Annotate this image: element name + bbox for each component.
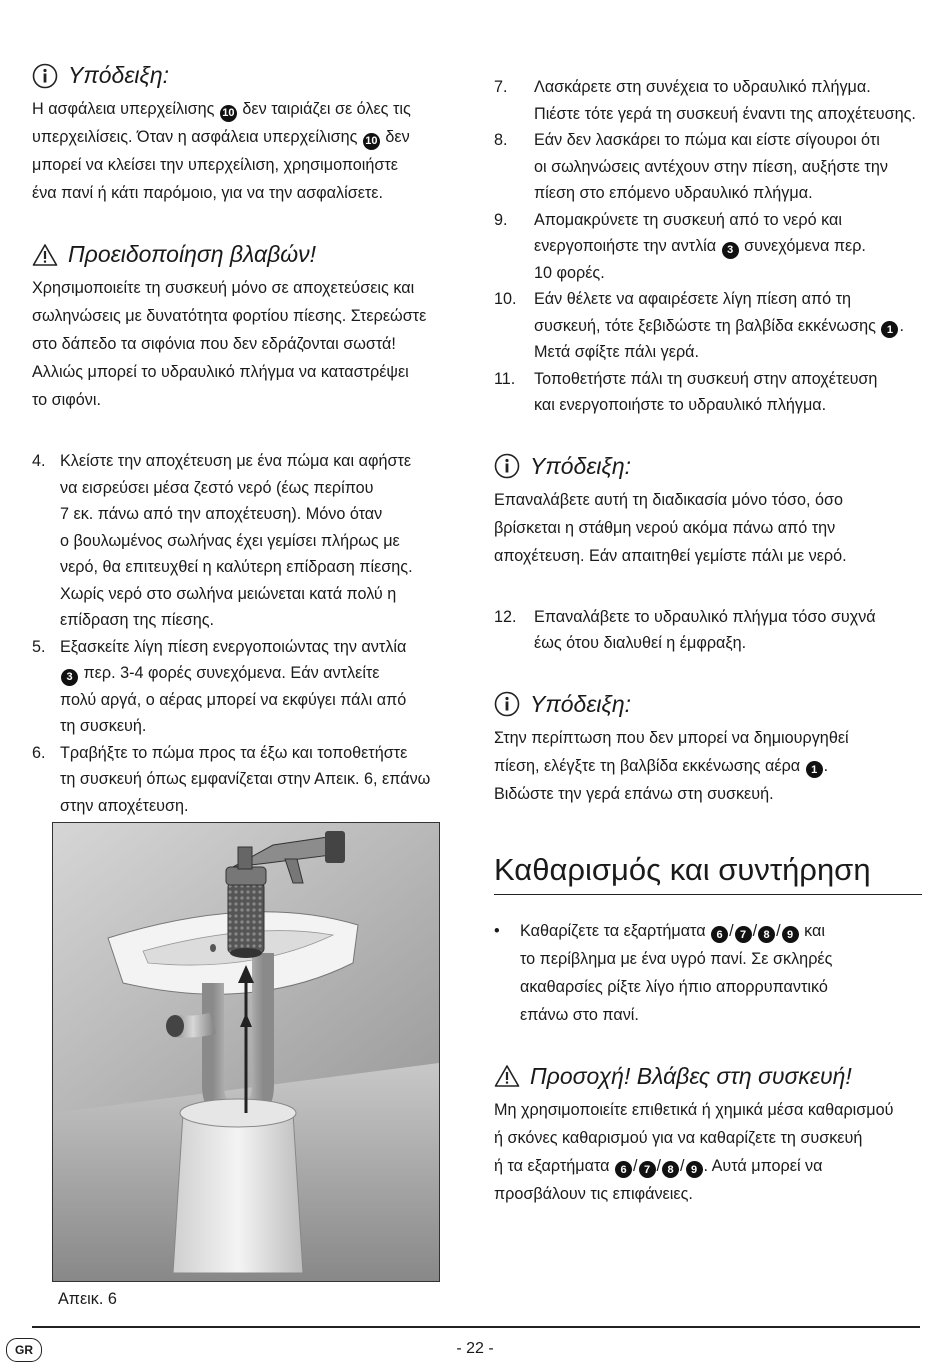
component-number-badge: 6: [711, 926, 728, 943]
step-number: 7.: [494, 78, 508, 96]
text-line: [534, 630, 876, 657]
note-body-3: [494, 724, 922, 808]
text-line: [494, 724, 922, 752]
text-segment: /: [752, 921, 758, 940]
warning-body-1: [32, 274, 460, 414]
text-segment: ή σκόνες καθαρισμού για να καθαρίζετε τη συσκευή: [494, 1128, 863, 1147]
bullet-dot: •: [494, 921, 500, 940]
text-segment: προσβάλουν τις επιφάνειες.: [494, 1184, 693, 1203]
text-line: [60, 766, 430, 793]
text-segment: επάνω στο πανί.: [520, 1005, 639, 1024]
text-segment: 7 εκ. πάνω από την αποχέτευση). Μόνο όταν: [60, 505, 383, 523]
text-line: στο δάπεδο τα σιφόνια που δεν εδράζονται σωστά!: [32, 335, 396, 353]
text-segment: στην αποχέτευση.: [60, 796, 189, 815]
text-line: [60, 634, 406, 661]
text-segment: νερό, θα επιτευχθεί η καλύτερη επίδραση πίεσης.: [60, 558, 413, 576]
text-segment: .: [899, 316, 904, 335]
text-line: [60, 660, 406, 687]
text-segment: ο βουλωμένος σωλήνας έχει γεμίσει πλήρως με: [60, 531, 400, 550]
list-item: [494, 366, 922, 419]
text-line: [60, 448, 413, 475]
text-line: [534, 313, 904, 340]
section-title: Καθαρισμός και συντήρηση: [494, 852, 922, 895]
list-item: [494, 127, 922, 207]
warning-title: Προειδοποίηση βλαβών!: [68, 241, 317, 267]
text-segment: Επαναλάβετε το υδραυλικό πλήγμα τόσο συχνά: [534, 607, 876, 626]
list-item: [32, 740, 460, 820]
text-segment: Κλείστε την αποχέτευση με ένα πώμα και αφήστε: [60, 452, 412, 470]
warning-heading-2: [494, 1063, 922, 1090]
info-circle-icon: [32, 63, 58, 89]
list-item: [494, 286, 922, 366]
list-item: [32, 448, 460, 634]
component-number-badge: 8: [662, 1161, 679, 1178]
text-segment: οι σωληνώσεις αντέχουν στην πίεση, αυξήστε την: [534, 157, 888, 176]
text-segment: ακαθαρσίες ρίξτε λίγο ήπιο απορρυπαντικό: [520, 977, 828, 996]
text-line: [494, 752, 922, 780]
text-segment: και ενεργοποιήστε το υδραυλικό πλήγμα.: [534, 396, 827, 414]
text-line: [520, 945, 832, 973]
text-line: [534, 339, 904, 366]
text-segment: τη συσκευή.: [60, 717, 147, 735]
text-segment: Μετά σφίξτε πάλι γερά.: [534, 343, 700, 361]
text-segment: δεν ταιριάζει σε όλες τις: [237, 100, 411, 118]
step-text: [60, 740, 430, 820]
info-circle-icon: [494, 453, 520, 479]
text-segment: /: [656, 1156, 661, 1175]
text-segment: να εισρεύσει μέσα ζεστό νερό (έως περίπου: [60, 478, 374, 497]
text-line: [60, 475, 413, 502]
step-number: 8.: [494, 131, 508, 149]
figure-6-illustration: [52, 822, 440, 1282]
step-text: [60, 448, 413, 634]
footer-rule: [32, 1326, 920, 1328]
text-line: [32, 151, 460, 179]
text-line: [534, 154, 888, 181]
text-line: [60, 687, 406, 714]
text-segment: Τοποθετήστε πάλι τη συσκευή στην αποχέτευση: [534, 369, 878, 388]
warning-triangle-icon: [32, 243, 58, 267]
text-line: [534, 74, 916, 101]
step-text: [534, 604, 876, 657]
note-body-1: [32, 95, 460, 207]
text-segment: Βιδώστε την γερά επάνω στη συσκευή.: [494, 784, 774, 803]
text-line: [60, 713, 406, 740]
step-number: 12.: [494, 607, 517, 626]
note-heading-1: [32, 62, 460, 89]
step-text: [534, 286, 904, 366]
text-segment: Η ασφάλεια υπερχείλισης: [32, 100, 219, 118]
text-line: [494, 780, 922, 808]
step-text: [534, 127, 888, 207]
warning-heading-1: [32, 241, 460, 268]
note-title: Υπόδειξη:: [530, 452, 631, 479]
text-line: [60, 528, 413, 555]
text-line: [494, 1096, 922, 1124]
text-line: [534, 207, 866, 234]
text-segment: . Αυτά μπορεί να: [703, 1156, 823, 1175]
step-text: [534, 74, 916, 127]
text-line: [32, 123, 460, 151]
step-number: 5.: [32, 637, 46, 656]
component-number-badge: 9: [686, 1161, 703, 1178]
text-line: Αλλιώς μπορεί το υδραυλικό πλήγμα να καταστρέψει: [32, 363, 409, 381]
step-number: 10.: [494, 290, 517, 308]
text-segment: Εξασκείτε λίγη πίεση ενεργοποιώντας την αντλία: [60, 637, 407, 656]
component-number-badge: 9: [782, 926, 799, 943]
page-number: - 22 -: [456, 1340, 494, 1357]
warning-body-2: [494, 1096, 922, 1208]
text-line: [60, 793, 430, 820]
bullet-text: [520, 917, 832, 1029]
left-column: [32, 62, 460, 819]
text-segment: έως ότου διαλυθεί η έμφραξη.: [534, 634, 747, 652]
steps-right: [494, 74, 922, 419]
text-segment: Πιέστε τότε γερά τη συσκευή έναντι της αποχέτευσης.: [534, 104, 916, 123]
text-segment: Τραβήξτε το πώμα προς τα έξω και τοποθετήστε: [60, 743, 408, 762]
component-number-badge: 8: [758, 926, 775, 943]
text-line: [534, 101, 916, 128]
text-segment: /: [776, 921, 781, 940]
step-text: [534, 366, 877, 419]
note-title: Υπόδειξη:: [530, 690, 631, 717]
component-number-badge: 10: [363, 133, 380, 150]
component-number-badge: 10: [220, 105, 237, 122]
text-line: [32, 179, 460, 207]
text-segment: συσκευή, τότε ξεβιδώστε τη βαλβίδα εκκένωσης: [534, 316, 881, 335]
text-line: [534, 233, 866, 260]
note-body-2: [494, 486, 922, 570]
text-line: [534, 392, 877, 419]
text-segment: ένα πανί ή κάτι παρόμοιο, για να την ασφαλίσετε.: [32, 184, 384, 202]
text-segment: πίεση, ελέγξτε τη βαλβίδα εκκένωσης αέρα: [494, 756, 805, 775]
text-segment: συνεχόμενα περ.: [739, 237, 866, 255]
text-segment: μπορεί να κλείσει την υπερχείλιση, χρησιμοποιήστε: [32, 156, 398, 174]
list-item: [494, 207, 922, 287]
text-segment: και: [799, 921, 825, 940]
text-segment: ενεργοποιήστε την αντλία: [534, 237, 721, 255]
warning-title: Προσοχή! Βλάβες στη συσκευή!: [530, 1062, 852, 1089]
text-segment: δεν: [380, 128, 410, 146]
text-line: [534, 286, 904, 313]
text-line: [534, 604, 876, 631]
text-segment: 10 φορές.: [534, 263, 605, 282]
step-number: 9.: [494, 210, 508, 229]
text-segment: τη συσκευή όπως εμφανίζεται στην Απεικ. 6, επάνω: [60, 770, 431, 788]
text-segment: ή τα εξαρτήματα: [494, 1156, 614, 1175]
text-line: [534, 260, 866, 287]
component-number-badge: 1: [881, 321, 898, 338]
text-line: Χρησιμοποιείτε τη συσκευή μόνο σε αποχετεύσεις και: [32, 279, 415, 297]
text-line: το σιφόνι.: [32, 391, 101, 409]
component-number-badge: 7: [639, 1161, 656, 1178]
info-circle-icon: [494, 691, 520, 717]
component-number-badge: 3: [61, 669, 78, 686]
text-line: [534, 127, 888, 154]
step-number: 4.: [32, 452, 46, 470]
step-number: 6.: [32, 743, 46, 762]
text-line: βρίσκεται η στάθμη νερού ακόμα πάνω από την: [494, 518, 836, 537]
text-line: [494, 1180, 922, 1208]
step-number: 11.: [494, 369, 516, 388]
text-segment: Εάν θέλετε να αφαιρέσετε λίγη πίεση από τη: [534, 290, 852, 308]
text-segment: επίδραση της πίεσης.: [60, 611, 215, 629]
language-badge: GR: [6, 1338, 42, 1362]
note-heading-2: [494, 453, 922, 480]
note-heading-3: [494, 691, 922, 718]
step-12: [494, 604, 922, 657]
text-segment: Εάν δεν λασκάρει το πώμα και είστε σίγουροι ότι: [534, 131, 880, 149]
text-segment: /: [680, 1156, 685, 1175]
text-line: σωληνώσεις με δυνατότητα φορτίου πίεσης. Στερεώστε: [32, 307, 427, 325]
text-segment: περ. 3-4 φορές συνεχόμενα. Εάν αντλείτε: [79, 664, 380, 682]
text-line: [534, 366, 877, 393]
text-line: [32, 95, 460, 123]
text-line: [60, 740, 430, 767]
text-line: [60, 607, 413, 634]
component-number-badge: 6: [615, 1161, 632, 1178]
text-segment: .: [823, 756, 829, 775]
component-number-badge: 3: [722, 242, 739, 259]
text-segment: Στην περίπτωση που δεν μπορεί να δημιουργηθεί: [494, 728, 849, 747]
text-segment: υπερχειλίσεις. Όταν η ασφάλεια υπερχείλισης: [32, 128, 362, 146]
list-item: [32, 634, 460, 740]
text-segment: /: [633, 1156, 638, 1175]
list-item: [494, 917, 922, 1029]
text-line: [494, 1124, 922, 1152]
step-text: [534, 207, 866, 287]
list-item: [494, 74, 922, 127]
text-line: [534, 180, 888, 207]
text-line: αποχέτευση. Εάν απαιτηθεί γεμίστε πάλι με νερό.: [494, 546, 847, 565]
warning-triangle-icon: [494, 1064, 520, 1088]
text-line: [520, 1001, 832, 1029]
text-segment: το περίβλημα με ένα υγρό πανί. Σε σκληρές: [520, 949, 833, 968]
text-line: [520, 973, 832, 1001]
text-segment: πολύ αργά, ο αέρας μπορεί να εκφύγει πάλι από: [60, 690, 407, 709]
text-segment: /: [729, 921, 734, 940]
text-segment: Καθαρίζετε τα εξαρτήματα: [520, 921, 711, 940]
text-line: [520, 917, 832, 945]
component-number-badge: 7: [735, 926, 752, 943]
text-segment: Λασκάρετε στη συνέχεια το υδραυλικό πλήγμα.: [534, 78, 871, 96]
cleaning-bullet: [494, 917, 922, 1029]
text-segment: πίεση στο επόμενο υδραυλικό πλήγμα.: [534, 184, 813, 202]
text-line: Επαναλάβετε αυτή τη διαδικασία μόνο τόσο, όσο: [494, 490, 843, 509]
step-text: [60, 634, 406, 740]
note-title: Υπόδειξη:: [68, 62, 169, 88]
text-line: [60, 501, 413, 528]
text-line: [60, 581, 413, 608]
text-segment: Χωρίς νερό στο σωλήνα μειώνεται κατά πολύ η: [60, 584, 397, 603]
list-item: [494, 604, 922, 657]
steps-left: [32, 448, 460, 819]
right-column: [494, 74, 922, 1208]
text-segment: Απομακρύνετε τη συσκευή από το νερό και: [534, 210, 842, 229]
text-line: [60, 554, 413, 581]
text-segment: Μη χρησιμοποιείτε επιθετικά ή χημικά μέσα καθαρισμού: [494, 1100, 894, 1119]
text-line: [494, 1152, 922, 1180]
component-number-badge: 1: [806, 761, 823, 778]
figure-caption: Απεικ. 6: [58, 1290, 117, 1308]
